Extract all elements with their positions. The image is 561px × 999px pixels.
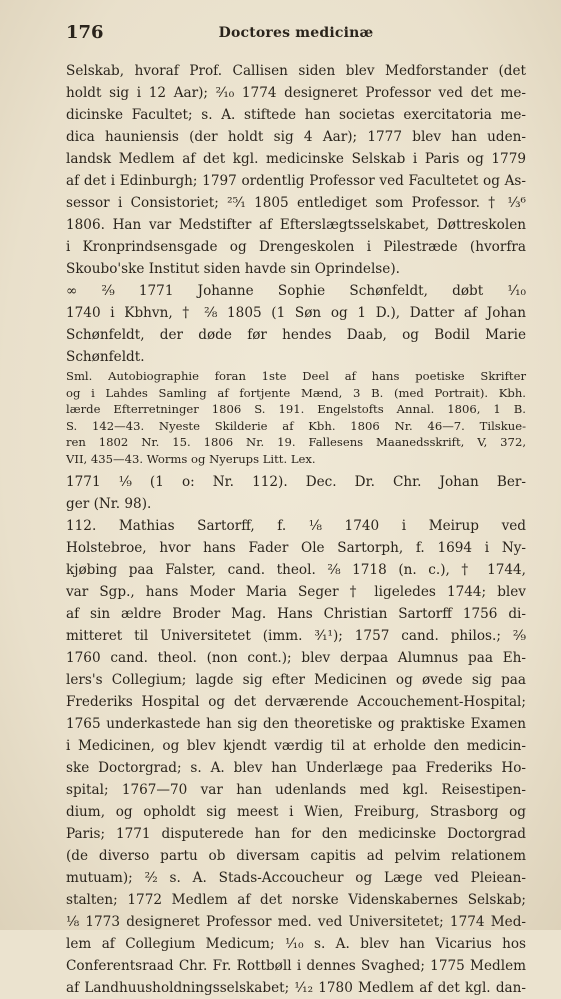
text-line: 112. Mathias Sartorff, f. ¹⁄₈ 1740 i Meirup ved <box>66 518 526 534</box>
text-line: spital; 1767—70 var han udenlands med kgl. Reisestipen- <box>66 782 526 798</box>
text-line: dica hauniensis (der holdt sig 4 Aar); 1777 blev han uden- <box>66 129 526 145</box>
text-line: sessor i Consistoriet; ²⁵⁄₁ 1805 entlediget som Professor. † ¹⁄₃⁶ <box>66 195 526 211</box>
text-line: i Medicinen, og blev kjendt værdig til at erholde den medicin- <box>66 738 526 754</box>
text-line: af det i Edinburgh; 1797 ordentlig Professor ved Facultetet og As- <box>66 173 526 189</box>
text-line: Schønfeldt, der døde før hendes Daab, og Bodil Marie <box>66 327 526 343</box>
text-line: 1765 underkastede han sig den theoretiske og praktiske Examen <box>66 716 526 732</box>
text-line: Conferentsraad Chr. Fr. Rottbøll i dennes Svaghed; 1775 Medlem <box>66 958 526 974</box>
text-line: lem af Collegium Medicum; ¹⁄₁₀ s. A. blev han Vicarius hos <box>66 936 526 952</box>
text-line: af sin ældre Broder Mag. Hans Christian Sartorff 1756 di- <box>66 606 526 622</box>
text-line: holdt sig i 12 Aar); ²⁄₁₀ 1774 designeret Professor ved det me- <box>66 85 526 101</box>
reference-line: lærde Efterretninger 1806 S. 191. Engelstofts Annal. 1806, 1 B. <box>66 402 526 416</box>
text-line: lers's Collegium; lagde sig efter Medicinen og øvede sig paa <box>66 672 526 688</box>
text-line: kjøbing paa Falster, cand. theol. ²⁄₈ 1718 (n. c.), † 1744, <box>66 562 526 578</box>
text-line: mitteret til Universitetet (imm. ³⁄₁¹); 1757 cand. philos.; ²⁄₉ <box>66 628 526 644</box>
text-line: Paris; 1771 disputerede han for den medicinske Doctorgrad <box>66 826 526 842</box>
text-line: ∞ ²⁄₉ 1771 Johanne Sophie Schønfeldt, døbt ¹⁄₁₀ <box>66 283 526 299</box>
text-line: landsk Medlem af det kgl. medicinske Selskab i Paris og 1779 <box>66 151 526 167</box>
text-line: af Landhuusholdningsselskabet; ¹⁄₁₂ 1780 Medlem af det kgl. dan- <box>66 980 526 996</box>
text-line: (de diverso partu ob diversam capitis ad pelvim relationem <box>66 848 526 864</box>
text-line: dicinske Facultet; s. A. stiftede han societas exercitatoria me- <box>66 107 526 123</box>
text-line: var Sgp., hans Moder Maria Seger † ligeledes 1744; blev <box>66 584 526 600</box>
text-line: Skoubo'ske Institut siden havde sin Oprindelse). <box>66 261 400 277</box>
text-line: 1740 i Kbhvn, † ²⁄₈ 1805 (1 Søn og 1 D.), Datter af Johan <box>66 305 526 321</box>
text-line: stalten; 1772 Medlem af det norske Videnskabernes Selskab; <box>66 892 526 908</box>
running-head: Doctores medicinæ <box>218 25 374 41</box>
body-text <box>66 60 526 999</box>
text-line: i Kronprindsensgade og Drengeskolen i Pilestræde (hvorfra <box>66 239 526 255</box>
reference-line: Sml. Autobiographie foran 1ste Deel af hans poetiske Skrifter <box>66 369 526 383</box>
text-line: Holstebroe, hvor hans Fader Ole Sartorph, f. 1694 i Ny- <box>66 540 526 556</box>
reference-line: VII, 435—43. Worms og Nyerups Litt. Lex. <box>66 451 316 466</box>
text-line: ¹⁄₈ 1773 designeret Professor med. ved Universitetet; 1774 Med- <box>66 914 526 930</box>
page-header <box>66 22 526 44</box>
text-line: 1806. Han var Medstifter af Efterslægtsselskabet, Døttreskolen <box>66 217 526 233</box>
reference-line: ren 1802 Nr. 15. 1806 Nr. 19. Fallesens Maanedsskrift, V, 372, <box>66 435 526 449</box>
reference-line: og i Lahdes Samling af fortjente Mænd, 3 B. (med Portrait). Kbh. <box>66 385 526 400</box>
reference-line: S. 142—43. Nyeste Skilderie af Kbh. 1806 Nr. 46—7. Tilskue- <box>66 418 526 433</box>
text-line: ske Doctorgrad; s. A. blev han Underlæge paa Frederiks Ho- <box>66 760 526 776</box>
text-line: mutuam); ²⁄₂ s. A. Stads-Accoucheur og Læge ved Pleiean- <box>66 870 526 886</box>
text-line: Selskab, hvoraf Prof. Callisen siden blev Medforstander (det <box>66 63 526 79</box>
text-line: 1771 ¹⁄₉ (1 o: Nr. 112). Dec. Dr. Chr. Johan Ber- <box>66 474 526 490</box>
text-line: Frederiks Hospital og det derværende Accouchement-Hospital; <box>66 694 526 710</box>
text-line: Schønfeldt. <box>66 349 145 365</box>
page-number: 176 <box>66 22 104 43</box>
text-line: dium, og opholdt sig meest i Wien, Freiburg, Strasborg og <box>66 804 526 820</box>
text-line: 1760 cand. theol. (non cont.); blev derpaa Alumnus paa Eh- <box>66 650 526 666</box>
text-line: ger (Nr. 98). <box>66 496 152 512</box>
